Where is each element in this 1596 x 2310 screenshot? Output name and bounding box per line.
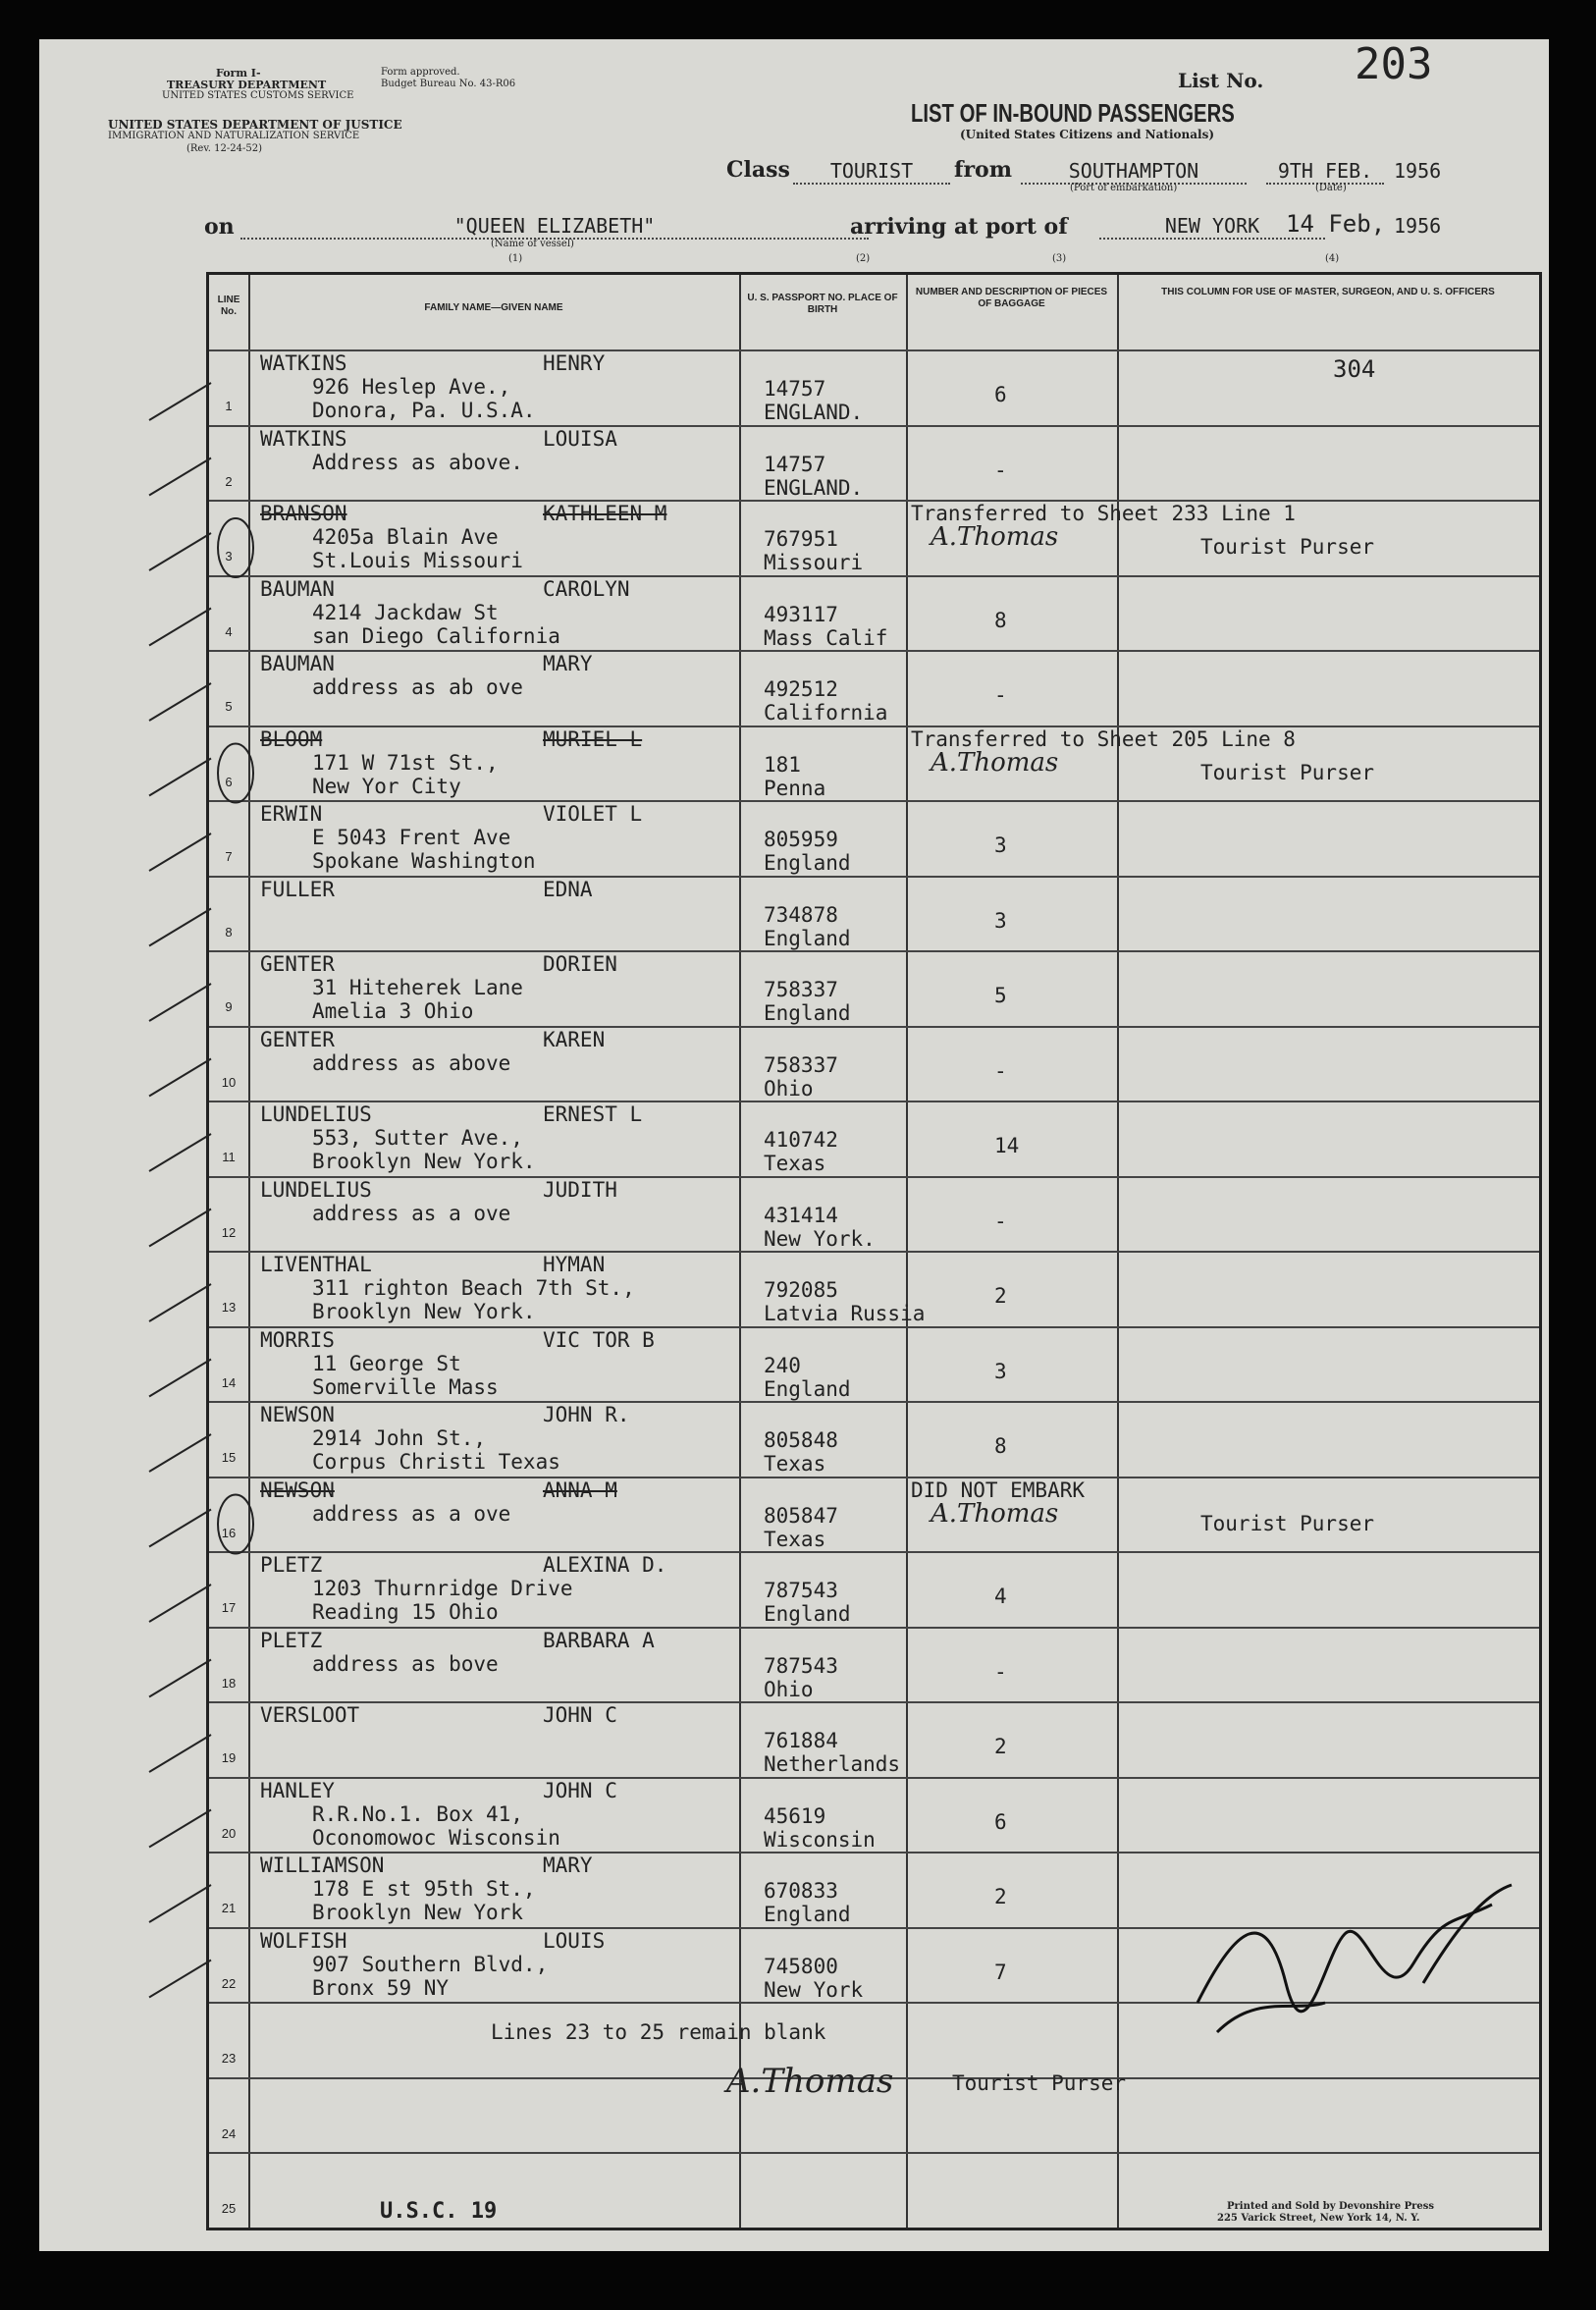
family-name: BAUMAN [260, 576, 335, 601]
baggage-count: - [994, 1209, 1007, 1233]
passport-number: 240 [764, 1353, 801, 1377]
arrival-port: NEW YORK [1099, 214, 1325, 240]
column-header-name: FAMILY NAME—GIVEN NAME [424, 302, 563, 313]
place-of-birth: England [764, 851, 851, 875]
passport-number: 14757 [764, 377, 826, 401]
check-mark [149, 1961, 211, 1998]
passport-number: 493117 [764, 602, 838, 626]
family-name: GENTER [260, 1027, 335, 1051]
purser-initials: A.Thomas [931, 747, 1059, 778]
address-line-2: Amelia 3 Ohio [312, 999, 474, 1023]
address-line-1: address as bove [312, 1651, 499, 1676]
address-line-1: 2914 John St., [312, 1426, 487, 1450]
family-name: BRANSON [260, 502, 347, 525]
passport-number: 761884 [764, 1729, 838, 1752]
address-line-2: Brooklyn New York. [312, 1300, 536, 1323]
address-line-2: New Yor City [312, 774, 461, 798]
baggage-count: 3 [994, 908, 1007, 933]
baggage-count: 3 [994, 1359, 1007, 1383]
purser-title: Tourist Purser [952, 2071, 1127, 2095]
place-of-birth: ENGLAND. [764, 475, 864, 500]
given-name: MURIEL L [543, 726, 643, 751]
family-name: WATKINS [260, 351, 347, 375]
address-line-1: 4214 Jackdaw St [312, 600, 499, 624]
purser-initials: A.Thomas [931, 522, 1059, 552]
place-of-birth: England [764, 926, 851, 950]
address-line-1: R.R.No.1. Box 41, [312, 1801, 523, 1826]
circled-line-number [218, 518, 253, 577]
line-number: 24 [221, 2125, 237, 2141]
family-name: MORRIS [260, 1327, 335, 1352]
address-line-1: Address as above. [312, 450, 523, 474]
check-mark [149, 1660, 211, 1697]
address-line-2: Corpus Christi Texas [312, 1450, 560, 1474]
passport-number: 670833 [764, 1879, 838, 1903]
check-mark [149, 1284, 211, 1321]
purser-title: Tourist Purser [1200, 535, 1375, 559]
line-number: 14 [221, 1374, 237, 1390]
check-mark [149, 609, 211, 646]
arrival-date: 14 Feb, [1286, 210, 1386, 238]
arrival-year: 1956 [1394, 214, 1442, 238]
address-line-2: Donora, Pa. U.S.A. [312, 399, 536, 422]
column-header-line-no: LINE No. [217, 295, 240, 317]
address-line-1: address as a ove [312, 1501, 511, 1526]
date-caption: (Date) [1315, 183, 1347, 193]
passenger-manifest-page [39, 39, 1549, 2251]
given-name: MARY [543, 1853, 593, 1877]
baggage-count: 5 [994, 984, 1007, 1007]
address-line-2: Brooklyn New York. [312, 1150, 536, 1173]
baggage-count: 7 [994, 1960, 1007, 1984]
passport-number: 181 [764, 752, 801, 777]
passport-number: 805847 [764, 1503, 838, 1528]
baggage-count: 14 [994, 1134, 1020, 1157]
family-name: LIVENTHAL [260, 1253, 372, 1276]
line-number: 9 [225, 999, 233, 1014]
passport-number: 792085 [764, 1278, 838, 1302]
baggage-count: - [994, 1659, 1007, 1684]
baggage-count: 6 [994, 383, 1007, 406]
place-of-birth: England [764, 1001, 851, 1025]
passport-number: 410742 [764, 1128, 838, 1152]
arriving-label: arriving at port of [850, 214, 1068, 240]
column-3-number: (3) [1052, 253, 1067, 264]
address-line-1: 4205a Blain Ave [312, 525, 499, 549]
place-of-birth: Ohio [764, 1677, 814, 1701]
address-line-1: 926 Heslep Ave., [312, 375, 511, 399]
line-number: 23 [221, 2051, 237, 2066]
address-line-1: 178 E st 95th St., [312, 1877, 536, 1901]
justice-label: UNITED STATES DEPARTMENT OF JUSTICE [108, 118, 402, 132]
page-title: LIST OF IN-BOUND PASSENGERS [911, 98, 1235, 128]
column-header-passport: U. S. PASSPORT NO. PLACE OF BIRTH [747, 293, 898, 315]
place-of-birth: England [764, 1903, 851, 1926]
line-number: 19 [221, 1750, 237, 1765]
baggage-count: 2 [994, 1735, 1007, 1758]
address-line-1: 171 W 71st St., [312, 750, 499, 775]
form-code: U.S.C. 19 [380, 2199, 498, 2224]
baggage-count: 2 [994, 1284, 1007, 1308]
address-line-2: Somerville Mass [312, 1374, 499, 1399]
line-number: 5 [225, 699, 233, 714]
check-mark [149, 909, 211, 946]
place-of-birth: New York [764, 1977, 864, 2002]
check-mark [149, 1810, 211, 1848]
revision-label: (Rev. 12-24-52) [186, 143, 263, 154]
line-number: 4 [225, 623, 233, 639]
passport-number: 14757 [764, 452, 826, 476]
baggage-count: 2 [994, 1885, 1007, 1908]
place-of-birth: Missouri [764, 551, 864, 574]
given-name: JOHN C [543, 1778, 617, 1802]
printer-line-2: 225 Varick Street, New York 14, N. Y. [1217, 2213, 1420, 2224]
column-1-number: (1) [508, 253, 523, 264]
baggage-count: 6 [994, 1809, 1007, 1834]
form-approved-label: Form approved. [381, 67, 460, 78]
baggage-count: - [994, 457, 1007, 482]
given-name: KATHLEEN M [543, 502, 667, 525]
vessel-caption: (Name of vessel) [491, 239, 574, 249]
address-line-1: E 5043 Frent Ave [312, 826, 511, 849]
given-name: JUDITH [543, 1177, 617, 1202]
passport-number: 758337 [764, 978, 838, 1001]
officer-note: 304 [1333, 355, 1376, 383]
line-number: 7 [225, 849, 233, 864]
place-of-birth: Latvia Russia [764, 1302, 926, 1325]
baggage-count: 3 [994, 833, 1007, 857]
check-mark [149, 383, 211, 420]
purser-initials: A.Thomas [931, 1498, 1059, 1529]
address-line-1: 11 George St [312, 1351, 461, 1375]
vessel-name: "QUEEN ELIZABETH" [240, 214, 869, 240]
place-of-birth: Netherlands [764, 1752, 901, 1776]
passport-number: 805848 [764, 1428, 838, 1452]
baggage-count: 8 [994, 1434, 1007, 1458]
address-line-2: Spokane Washington [312, 849, 536, 873]
address-line-2: Brooklyn New York [312, 1901, 523, 1924]
given-name: VIOLET L [543, 802, 643, 826]
baggage-count: - [994, 683, 1007, 707]
check-mark [149, 984, 211, 1021]
place-of-birth: ENGLAND. [764, 401, 864, 424]
family-name: LUNDELIUS [260, 1177, 372, 1202]
list-number-value: 203 [1355, 39, 1433, 89]
family-name: WATKINS [260, 426, 347, 451]
baggage-count: 8 [994, 608, 1007, 632]
check-mark [149, 1735, 211, 1772]
line-number: 25 [221, 2201, 237, 2216]
place-of-birth: New York. [764, 1226, 876, 1251]
place-of-birth: England [764, 1376, 851, 1401]
address-line-2: san Diego California [312, 623, 560, 648]
passport-number: 758337 [764, 1052, 838, 1077]
address-line-1: 1203 Thurnridge Drive [312, 1577, 573, 1600]
passport-number: 787543 [764, 1653, 838, 1678]
embarkation-year: 1956 [1394, 159, 1442, 183]
check-mark [149, 759, 211, 796]
place-of-birth: Wisconsin [764, 1827, 876, 1852]
circled-line-number [218, 1495, 253, 1554]
family-name: ERWIN [260, 802, 323, 826]
place-of-birth: Mass Calif [764, 625, 888, 650]
family-name: WILLIAMSON [260, 1853, 385, 1877]
transfer-note: Transferred to Sheet 205 Line 8 [911, 726, 1296, 751]
purser-title: Tourist Purser [1200, 1511, 1375, 1535]
given-name: MARY [543, 652, 593, 675]
embarkation-port: SOUTHAMPTON [1021, 159, 1247, 185]
line-number: 13 [221, 1300, 237, 1315]
line-number: 17 [221, 1600, 237, 1615]
line-number: 8 [225, 924, 233, 940]
given-name: ALEXINA D. [543, 1553, 667, 1577]
check-mark [149, 1885, 211, 1922]
page-subtitle: (United States Citizens and Nationals) [960, 128, 1214, 141]
family-name: FULLER [260, 877, 335, 901]
family-name: NEWSON [260, 1477, 335, 1502]
transfer-note: Transferred to Sheet 233 Line 1 [911, 502, 1296, 525]
given-name: VIC TOR B [543, 1327, 655, 1352]
family-name: HANLEY [260, 1778, 335, 1802]
family-name: PLETZ [260, 1553, 323, 1577]
list-number-label: List No. [1178, 69, 1264, 92]
family-name: VERSLOOT [260, 1703, 360, 1727]
line-number: 10 [221, 1074, 237, 1090]
line-number: 20 [221, 1825, 237, 1841]
line-number: 2 [225, 473, 233, 489]
baggage-count: - [994, 1058, 1007, 1083]
address-line-1: address as above [312, 1050, 511, 1075]
check-mark [149, 833, 211, 871]
given-name: CAROLYN [543, 576, 630, 601]
check-mark [149, 1510, 211, 1547]
class-label: Class [726, 157, 790, 183]
check-mark [149, 1059, 211, 1097]
place-of-birth: Texas [764, 1527, 826, 1551]
place-of-birth: Texas [764, 1152, 826, 1175]
given-name: HENRY [543, 351, 606, 375]
line-number: 11 [222, 1150, 236, 1164]
check-mark [149, 458, 211, 496]
family-name: LUNDELIUS [260, 1102, 372, 1126]
line-number: 1 [225, 399, 233, 413]
address-line-2: Oconomowoc Wisconsin [312, 1825, 560, 1850]
place-of-birth: Penna [764, 776, 826, 800]
address-line-1: address as ab ove [312, 675, 523, 699]
passport-number: 431414 [764, 1203, 838, 1227]
embarkation-date: 9TH FEB. [1266, 159, 1384, 185]
immigration-label: IMMIGRATION AND NATURALIZATION SERVICE [108, 131, 360, 141]
given-name: JOHN R. [543, 1403, 630, 1426]
given-name: ANNA M [543, 1477, 617, 1502]
address-line-2: Reading 15 Ohio [312, 1600, 499, 1624]
baggage-count: 4 [994, 1585, 1007, 1608]
margin-tick-marks [39, 39, 1549, 2251]
line-number: 21 [221, 1901, 237, 1915]
address-line-2: Bronx 59 NY [312, 1975, 450, 2000]
budget-bureau-label: Budget Bureau No. 43-R06 [381, 79, 516, 89]
address-line-1: 31 Hiteherek Lane [312, 976, 523, 999]
passport-number: 745800 [764, 1954, 838, 1978]
place-of-birth: England [764, 1602, 851, 1626]
address-line-1: 311 righton Beach 7th St., [312, 1276, 635, 1300]
check-mark [149, 683, 211, 721]
passport-number: 45619 [764, 1803, 826, 1828]
family-name: BLOOM [260, 726, 323, 751]
given-name: KAREN [543, 1027, 606, 1051]
given-name: HYMAN [543, 1253, 606, 1276]
given-name: DORIEN [543, 952, 617, 976]
given-name: LOUIS [543, 1928, 606, 1953]
line-number: 12 [221, 1224, 237, 1240]
circled-line-number [218, 744, 253, 803]
place-of-birth: Ohio [764, 1076, 814, 1101]
address-line-1: 907 Southern Blvd., [312, 1952, 549, 1976]
given-name: JOHN C [543, 1703, 617, 1727]
customs-label: UNITED STATES CUSTOMS SERVICE [162, 90, 354, 101]
passport-number: 734878 [764, 902, 838, 927]
check-mark [149, 1134, 211, 1171]
family-name: GENTER [260, 952, 335, 976]
passport-number: 767951 [764, 527, 838, 551]
family-name: BAUMAN [260, 652, 335, 675]
given-name: EDNA [543, 877, 593, 901]
line-number: 22 [221, 1975, 237, 1991]
address-line-1: address as a ove [312, 1201, 511, 1225]
check-mark [149, 1209, 211, 1247]
on-label: on [204, 214, 235, 240]
passport-number: 787543 [764, 1579, 838, 1602]
line-number: 3 [225, 549, 233, 564]
column-4-number: (4) [1325, 253, 1340, 264]
given-name: ERNEST L [543, 1102, 643, 1126]
treasury-label: TREASURY DEPARTMENT [167, 79, 327, 91]
port-caption: (Port of embarkation) [1070, 183, 1178, 193]
column-2-number: (2) [856, 253, 871, 264]
check-mark [149, 1585, 211, 1622]
line-number: 15 [221, 1450, 237, 1465]
blank-lines-note: Lines 23 to 25 remain blank [491, 2020, 826, 2044]
check-mark [149, 1360, 211, 1397]
place-of-birth: Texas [764, 1452, 826, 1476]
place-of-birth: California [764, 701, 888, 725]
given-name: LOUISA [543, 426, 617, 451]
family-name: NEWSON [260, 1403, 335, 1426]
from-label: from [954, 157, 1013, 183]
family-name: PLETZ [260, 1628, 323, 1652]
passport-number: 805959 [764, 828, 838, 851]
address-line-1: 553, Sutter Ave., [312, 1126, 523, 1150]
class-value: TOURIST [793, 159, 950, 185]
given-name: BARBARA A [543, 1628, 655, 1652]
printer-line-1: Printed and Sold by Devonshire Press [1227, 2201, 1434, 2212]
family-name: WOLFISH [260, 1928, 347, 1953]
purser-title: Tourist Purser [1200, 760, 1375, 784]
transfer-note: DID NOT EMBARK [911, 1477, 1086, 1502]
check-mark [149, 533, 211, 570]
line-number: 18 [221, 1675, 237, 1691]
form-number: Form I- [216, 67, 261, 80]
column-header-baggage: NUMBER AND DESCRIPTION OF PIECES OF BAGGAGE [915, 287, 1108, 309]
line-number: 6 [225, 774, 233, 789]
check-mark [149, 1434, 211, 1472]
passport-number: 492512 [764, 677, 838, 701]
column-header-officers: THIS COLUMN FOR USE OF MASTER, SURGEON, AND U. S. OFFICERS [1161, 287, 1495, 297]
address-line-2: St.Louis Missouri [312, 549, 523, 572]
purser-signature: A.Thomas [726, 2062, 894, 2101]
line-number: 16 [221, 1525, 237, 1540]
